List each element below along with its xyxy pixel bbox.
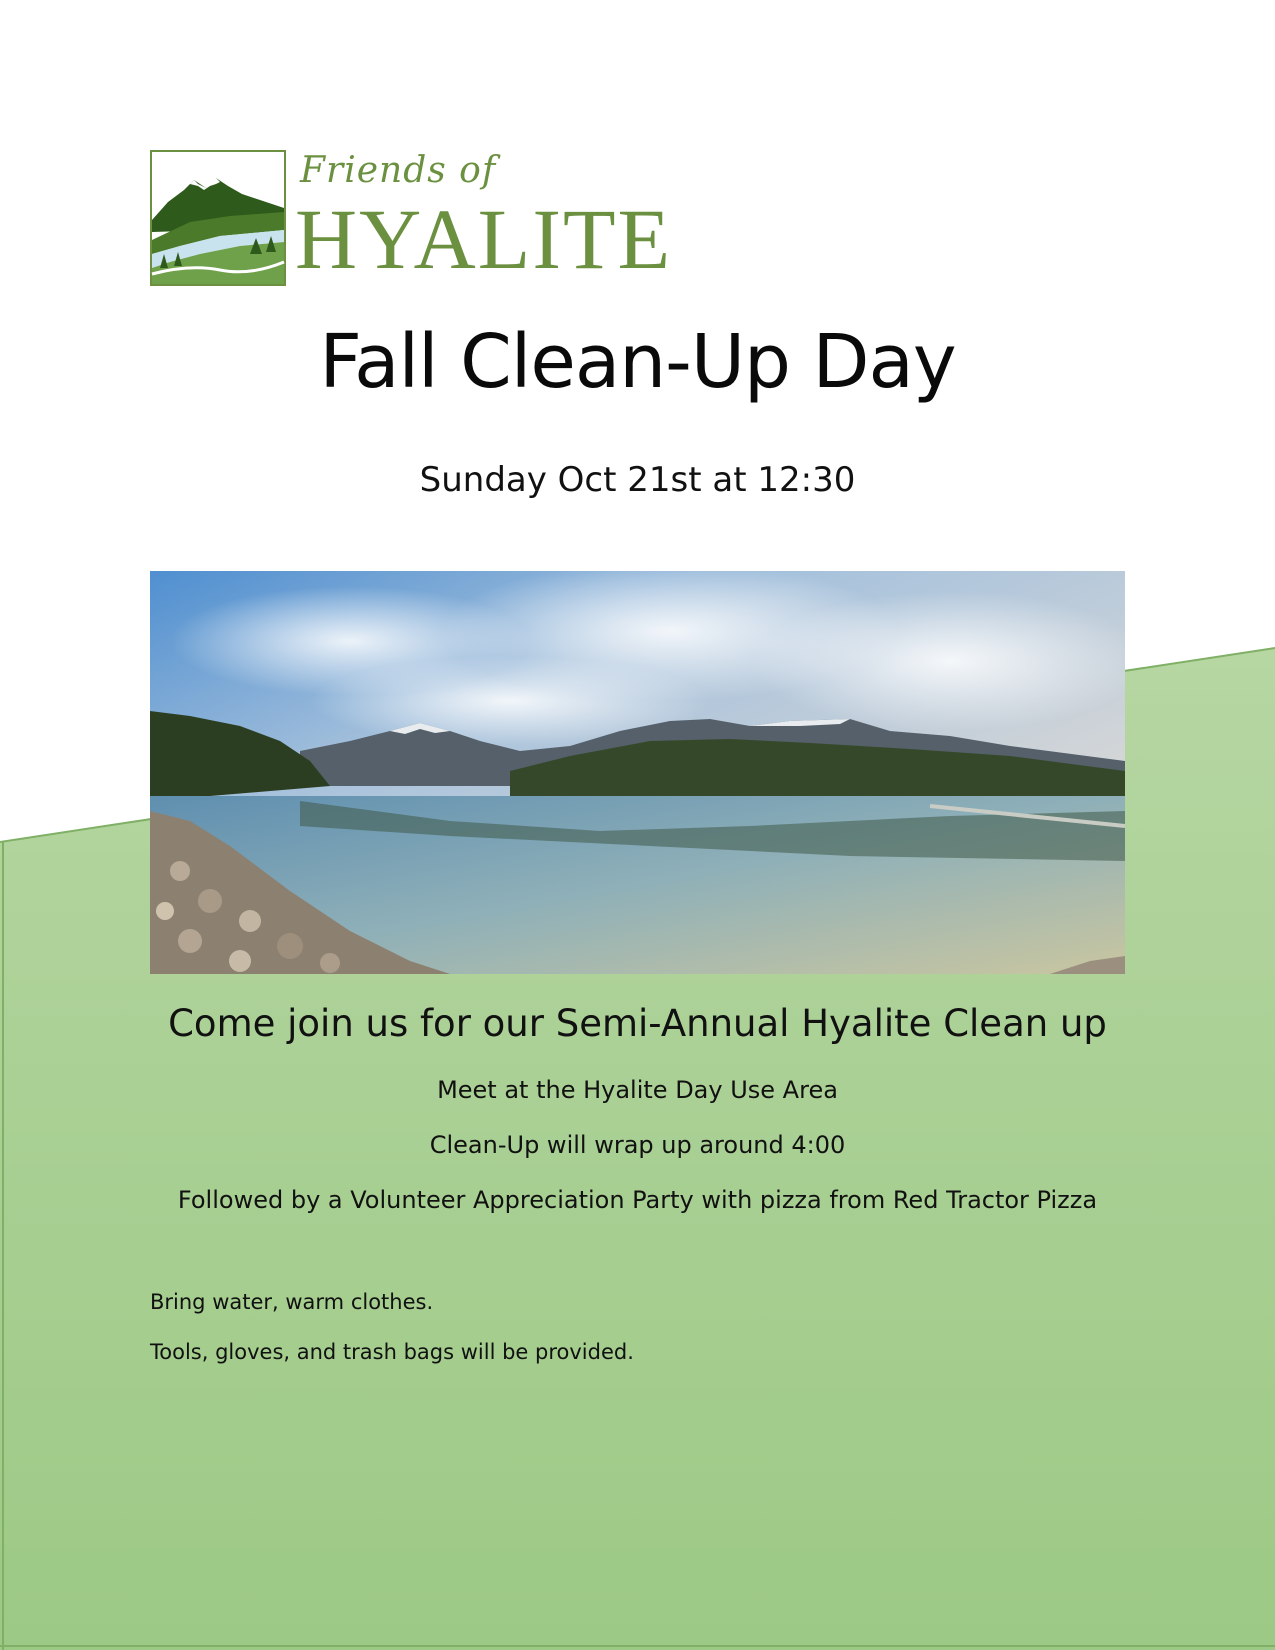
provided-supplies-note: Tools, gloves, and trash bags will be provided.	[150, 1340, 634, 1364]
page-title: Fall Clean-Up Day	[319, 319, 956, 405]
meeting-location-line: Meet at the Hyalite Day Use Area	[437, 1076, 838, 1104]
mountain-lake-logo-icon	[150, 150, 286, 286]
what-to-bring-note: Bring water, warm clothes.	[150, 1290, 434, 1314]
logo-tagline: Friends of	[300, 150, 497, 191]
logo-wordmark: HYALITE	[295, 191, 673, 287]
end-time-line: Clean-Up will wrap up around 4:00	[429, 1131, 846, 1159]
lake-mountain-landscape-photo	[150, 571, 1125, 974]
event-datetime: Sunday Oct 21st at 12:30	[419, 460, 856, 500]
invitation-headline: Come join us for our Semi-Annual Hyalite Clean up	[168, 1002, 1107, 1045]
appreciation-party-line: Followed by a Volunteer Appreciation Party with pizza from Red Tractor Pizza	[177, 1186, 1098, 1214]
friends-of-hyalite-logo	[150, 150, 680, 288]
